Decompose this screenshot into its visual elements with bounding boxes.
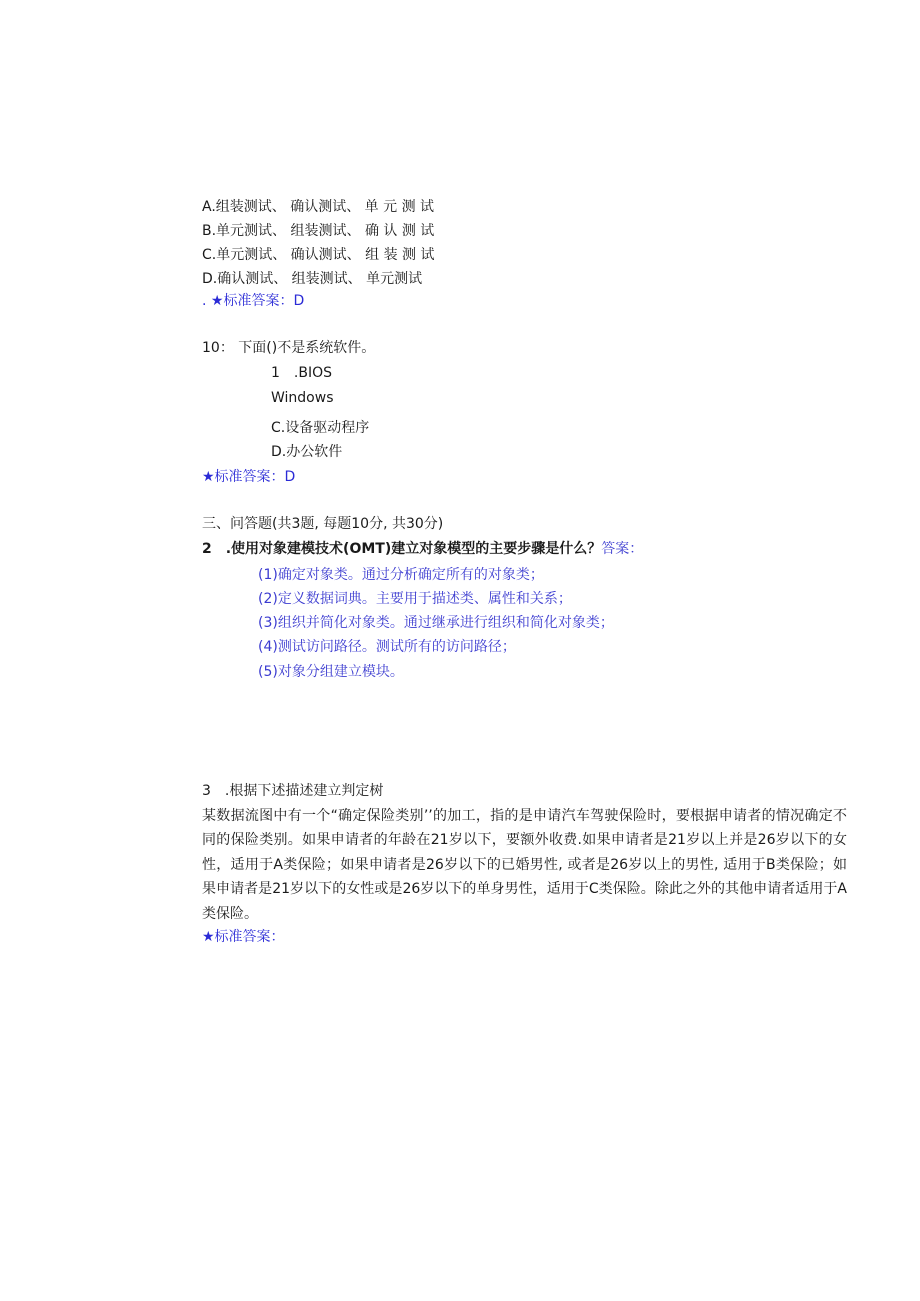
q9-answer: . ★标准答案：D (202, 293, 305, 309)
q2-step-3: (3)组织并简化对象类。通过继承进行组织和简化对象类； (258, 615, 614, 631)
q10-answer: ★标准答案：D (202, 469, 296, 485)
q2-step-4: (4)测试访问路径。测试所有的访问路径； (258, 639, 516, 655)
q2-step-1: (1)确定对象类。通过分析确定所有的对象类； (258, 567, 544, 583)
q3-answer: ★标准答案： (202, 929, 285, 945)
q10-option-d: D.办公软件 (271, 444, 343, 460)
q2-answer-label: 答案： (601, 541, 644, 557)
q2-line (202, 539, 643, 559)
q10-prompt: 10： 下面()不是系统软件。 (202, 340, 376, 356)
q3-prompt: 3 .根据下述描述建立判定树 (202, 783, 384, 799)
q2-step-5: (5)对象分组建立模块。 (258, 664, 404, 680)
section-heading: 三、问答题(共3题, 每题10分, 共30分) (202, 516, 444, 532)
q9-option-d: D.确认测试、 组装测试、 单元测试 (202, 271, 423, 287)
q2-step-2: (2)定义数据词典。主要用于描述类、属性和关系； (258, 591, 572, 607)
q3-body: 某数据流图中有一个“确定保险类别’’的加工，指的是申请汽车驾驶保险时，要根据申请者的情况确定不同的保险类别。如果申请者的年龄在21岁以下，要额外收费.如果申请者是21岁以上并是26岁以下的女性，适用于A类保险；如果申请者是26岁以下的已婚男性, 或者是26岁以上的男性, 适用于B类保险；如果申请者是21岁以下的女性或是26岁以下的单身男性，适用于C类保险。除此之外的其他申请者适用于A类保险。 (202, 808, 847, 922)
q10-option-1: 1 .BIOS (271, 365, 332, 381)
q9-option-a: A.组装测试、 确认测试、 单 元 测 试 (202, 199, 435, 215)
q9-option-b: B.单元测试、 组装测试、 确 认 测 试 (202, 223, 435, 239)
q9-option-c: C.单元测试、 确认测试、 组 装 测 试 (202, 247, 435, 263)
q10-option-c: C.设备驱动程序 (271, 420, 370, 436)
q10-option-windows: Windows (271, 390, 334, 406)
q2-prompt: 2 .使用对象建模技术(OMT)建立对象模型的主要步骤是什么？ (202, 541, 602, 557)
